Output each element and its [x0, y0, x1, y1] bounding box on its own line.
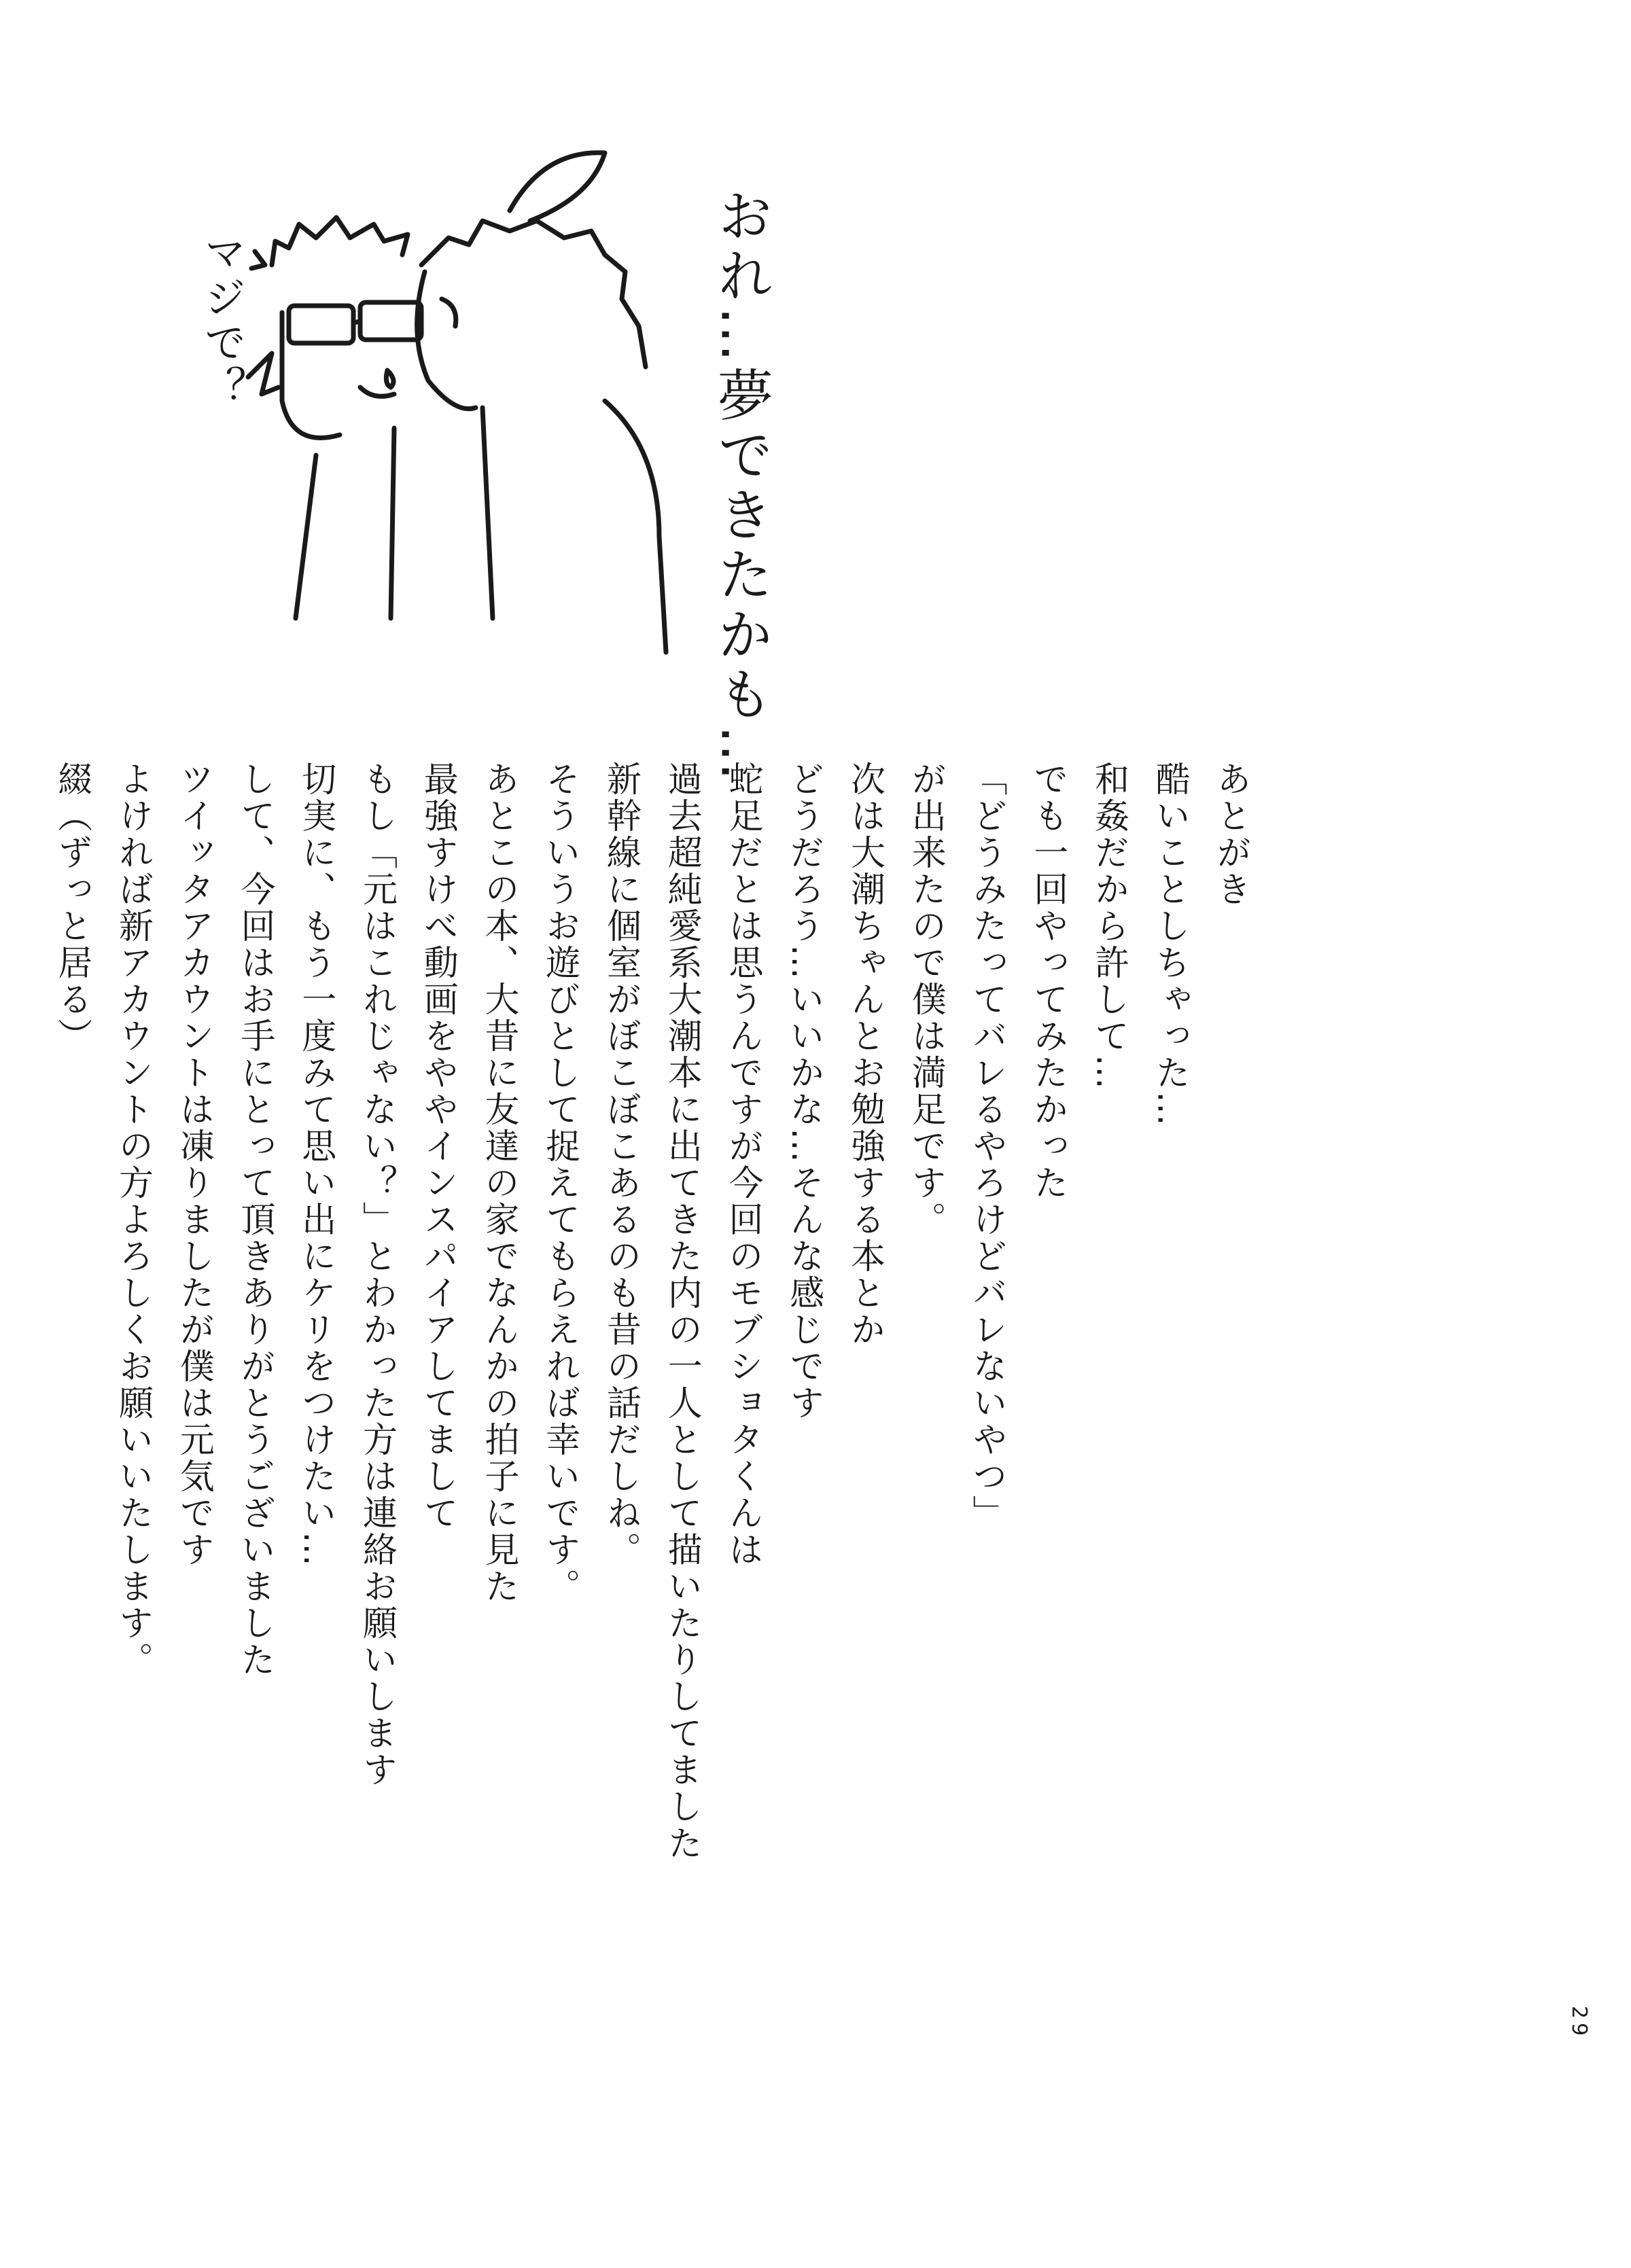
afterword-line: 酷いことしちゃった…	[1149, 761, 1190, 1128]
speech-main: おれ…夢できたかも…	[708, 187, 773, 785]
afterword-line: 蛇足だとは思うんですが今回のモブショタくんは	[722, 761, 762, 1568]
glasses-left-lens	[289, 306, 353, 343]
afterword-line: ツイッタアカウントは凍りましたが僕は元気です	[173, 761, 214, 1568]
afterword-line: でも一回やってみたかった	[1027, 761, 1068, 1201]
page-number: 29	[1567, 2006, 1591, 2040]
right-boy-back	[605, 401, 666, 652]
sweat-drop	[386, 370, 393, 387]
afterword-line: 「どうみたってバレるやろけどバレないやつ」	[966, 761, 1006, 1531]
afterword-line: 和姦だから許して…	[1088, 761, 1129, 1091]
glasses-bridge	[353, 321, 360, 323]
right-boy-face	[417, 272, 476, 409]
afterword-line: もし「元はこれじゃない？」とわかった方は連絡お願いします	[356, 761, 397, 1788]
speech-side: マジで？	[197, 231, 247, 410]
shock-marks	[248, 353, 279, 394]
afterword-line: が出来たので僕は満足です。	[905, 761, 946, 1238]
afterword-line: 最強すけべ動画をややインスパイアしてまして	[417, 761, 458, 1531]
afterword-line: 過去超純愛系大潮本に出てきた内の一人として描いたりしてました	[661, 761, 702, 1862]
left-boy-body	[296, 428, 394, 618]
afterword-line: 新幹線に個室がぼこぼこあるのも昔の話だしね。	[600, 761, 641, 1568]
right-boy-hair	[421, 221, 646, 367]
afterword-line: そういうお遊びとして捉えてもらえれば幸いです。	[539, 761, 580, 1605]
afterword-line: 次は大潮ちゃんとお勉強する本とか	[844, 761, 885, 1348]
afterword-line: 切実に、もう一度みて思い出にケリをつけたい…	[295, 761, 336, 1568]
left-boy-hair	[272, 217, 408, 265]
afterword-line: あとこの本、大昔に友達の家でなんかの拍子に見た	[478, 761, 519, 1605]
afterword-line: よければ新アカウントの方よろしくお願いいたします。	[112, 761, 153, 1678]
afterword-line: 綴（ずっと居る）	[51, 761, 92, 1055]
afterword-line: どうだろう…いいかな…そんな感じです	[783, 761, 824, 1421]
character-sketch	[224, 129, 782, 686]
afterword-line: して、今回はお手にとって頂きありがとうございました	[234, 761, 275, 1678]
afterword-heading: あとがき	[1210, 761, 1250, 908]
right-boy-neck	[483, 408, 493, 618]
glasses-right-lens	[360, 302, 421, 340]
right-boy-ahoge	[510, 153, 605, 221]
afterword-text	[41, 761, 1261, 1936]
left-boy-face	[282, 313, 394, 438]
left-boy-hair-arrow	[251, 251, 265, 268]
